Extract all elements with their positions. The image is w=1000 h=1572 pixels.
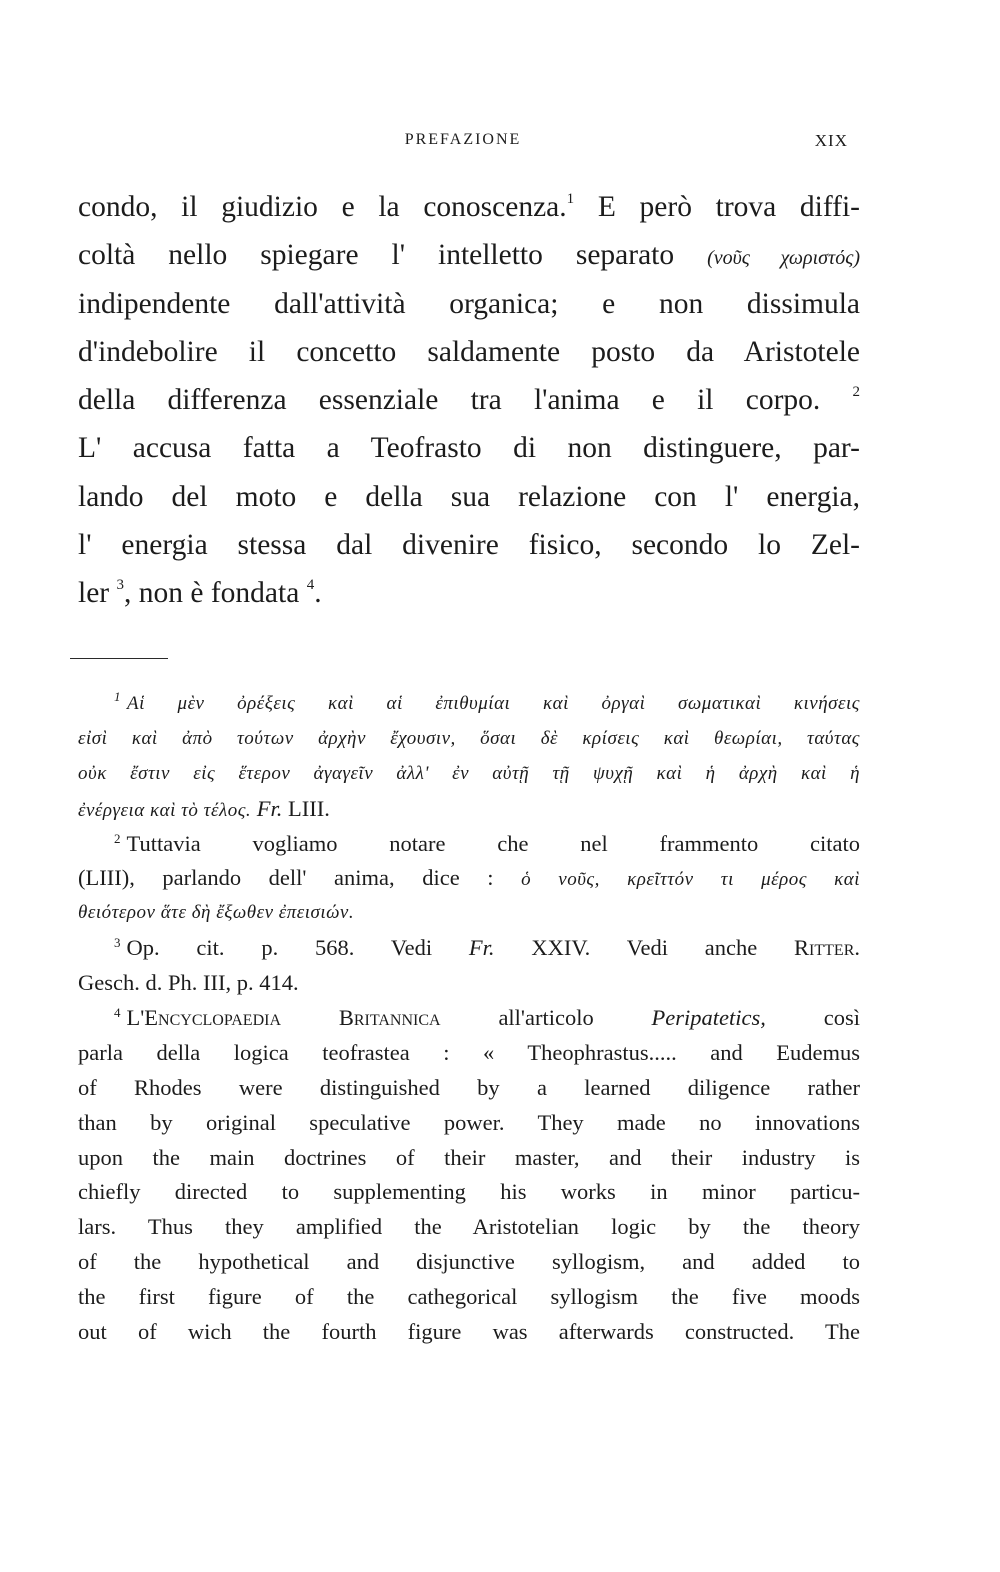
greek-text: ἐνέργεια καὶ τὸ τέλος.: [78, 799, 252, 821]
footnote-ref: 3: [116, 577, 124, 594]
article-title: Peripatetics,: [651, 1005, 766, 1031]
greek-text: Αἱ μὲν ὀρέξεις καὶ αἱ ἐπιθυμίαι καὶ ὀργαὶ σωματικαὶ κινήσεις: [127, 693, 860, 714]
text-line: [78, 183, 860, 231]
footnote-number: 2: [114, 830, 121, 846]
footnotes: [78, 687, 860, 1350]
footnote-1-line: εἰσὶ καὶ ἀπὸ τούτων ἀρχὴν ἔχουσιν, ὅσαι δὲ κρίσεις καὶ θεωρίαι, ταύτας: [78, 727, 860, 749]
footnote-4-line: the first figure of the cathegorical syllogism the five moods: [78, 1284, 860, 1310]
footnote-1-line: οὐκ ἔστιν εἰς ἕτερον ἀγαγεῖν ἀλλ' ἐν αὐτῇ τῇ ψυχῇ καὶ ἡ ἀρχὴ καὶ ἡ: [78, 762, 860, 784]
text-run: , non è fondata: [124, 577, 300, 610]
footnote-4-line: than by original speculative power. They made no innovations: [78, 1109, 860, 1135]
footnote-ref: 2: [852, 384, 861, 401]
text-run: E però trova diffi-: [574, 191, 861, 223]
text-run: Tuttavia vogliamo notare che nel frammento citato: [126, 830, 860, 856]
footnote-2-line: θειότερον ἅτε δὴ ἔξωθεν ἐπεισιών.: [78, 902, 355, 924]
source-title: L'Encyclopaedia Britannica: [126, 1005, 441, 1031]
page-number: XIX: [814, 131, 848, 150]
text-run: Op. cit. p. 568. Vedi: [126, 935, 469, 961]
text-line: [78, 569, 860, 617]
text-run: ler: [78, 577, 110, 610]
footnote-3-line: [78, 931, 860, 966]
footnote-4-line: chiefly directed to supplementing his works in minor particu-: [78, 1179, 860, 1205]
running-head-title: PREFAZIONE: [404, 131, 522, 148]
text-line: l' energia stessa dal divenire fisico, secondo lo Zel-: [78, 529, 860, 562]
text-line: L' accusa fatta a Teofrasto di non distinguere, par-: [78, 432, 860, 465]
author-name: Ritter.: [794, 935, 860, 961]
text-run: all'articolo: [440, 1005, 652, 1031]
main-text: [78, 183, 860, 618]
running-head: [78, 131, 848, 155]
footnote-4-line: of the hypothetical and disjunctive syllogism, and added to: [78, 1249, 860, 1275]
text-line: d'indebolire il concetto saldamente posto da Aristotele: [78, 335, 860, 368]
fragment-ref: Fr.: [468, 935, 495, 961]
greek-term: (νοῦς χωριστός): [707, 247, 860, 270]
text-line: [78, 376, 860, 424]
footnote-4-line: lars. Thus they amplified the Aristotelian logic by the theory: [78, 1214, 860, 1240]
text-run: così: [765, 1005, 860, 1031]
footnote-4-line: of Rhodes were distinguished by a learned diligence rather: [78, 1074, 860, 1100]
footnote-1-line: [78, 792, 860, 827]
footnote-3-line: Gesch. d. Ph. III, p. 414.: [78, 970, 299, 996]
footnote-number: 3: [114, 935, 121, 951]
footnote-2-line: [78, 861, 860, 896]
greek-text: ὁ νοῦς, κρεῖττόν τι μέρος καὶ: [521, 869, 860, 891]
text-line: [78, 231, 860, 279]
text-run: .: [314, 577, 322, 610]
text-run: della differenza essenziale tra l'anima e il corpo.: [78, 384, 821, 417]
footnote-ref: 1: [566, 191, 575, 207]
footnote-2-line: [78, 827, 860, 862]
text-line: lando del moto e della sua relazione con l' energia,: [78, 480, 860, 513]
text-run: (LIII), parlando dell' anima, dice :: [78, 865, 522, 891]
footnote-4-line: [78, 1001, 860, 1036]
footnote-1-line: [78, 687, 860, 722]
footnote-4-line: parla della logica teofrastea : « Theophrastus..... and Eudemus: [78, 1039, 860, 1065]
text-run: condo, il giudizio e la conoscenza.: [78, 191, 567, 223]
fragment-ref: Fr.: [256, 795, 283, 821]
text-line: indipendente dall'attività organica; e non dissimula: [78, 287, 860, 320]
footnote-divider: [70, 658, 168, 659]
footnote-4-line: upon the main doctrines of their master, and their industry is: [78, 1144, 860, 1170]
footnote-number: 1: [114, 689, 121, 704]
fragment-number: LIII.: [282, 795, 330, 821]
footnote-4-line: out of wich the fourth figure was afterwards constructed. The: [78, 1319, 860, 1345]
footnote-ref: 4: [306, 577, 315, 594]
text-run: coltà nello spiegare l' intelletto separato: [78, 239, 708, 272]
text-run: XXIV. Vedi anche: [494, 935, 795, 961]
footnote-number: 4: [114, 1005, 121, 1021]
